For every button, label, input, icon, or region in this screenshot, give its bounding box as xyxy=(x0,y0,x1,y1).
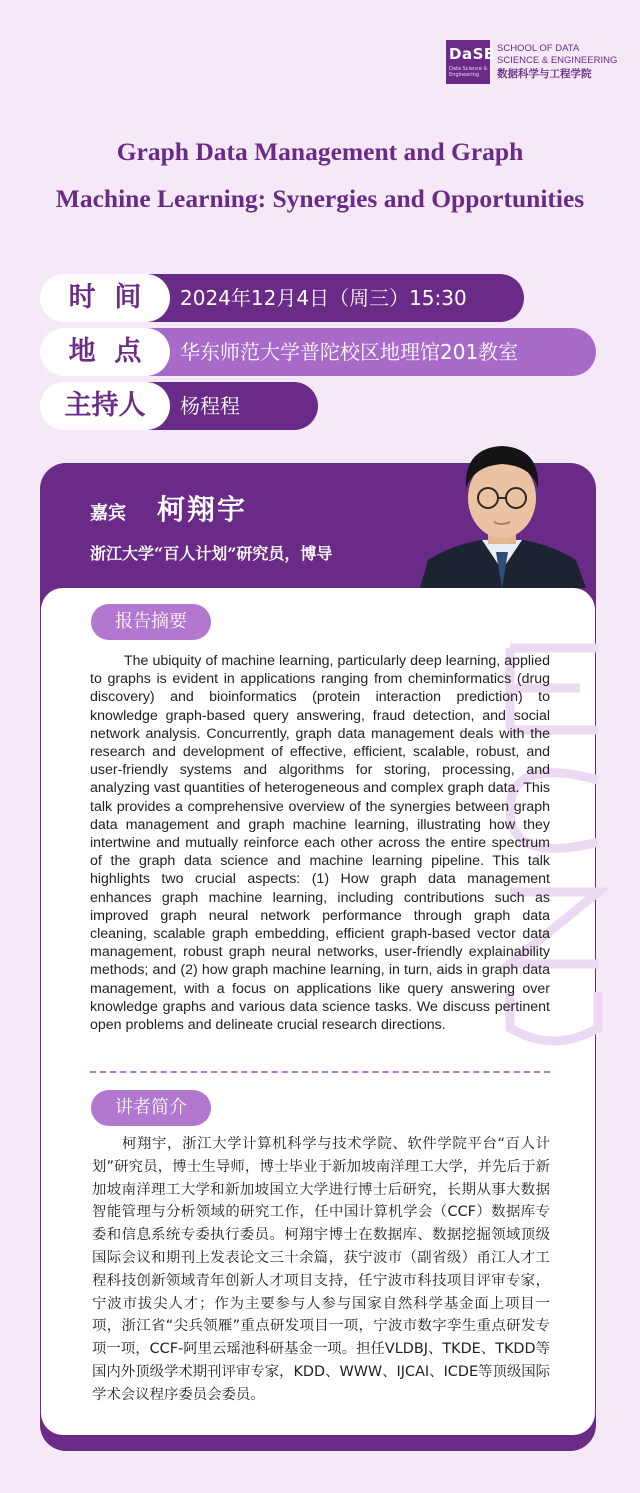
abstract-text: The ubiquity of machine learning, particularly deep learning, applied to graphs is evident in applications ranging from cheminformatics (drug discovery) and bioinformatics (protein interaction prediction) to knowledge graph-based query answering, fraud detection, and social network analysis. Concurrently, graph data management deals with the research and development of effective, efficient, scalable, robust, and user-friendly systems and algorithms for storing, processing, and analyzing vast quantities of heterogeneous and complex graph data. This talk provides a comprehensive overview of the synergies between graph data management and graph machine learning, illustrating how they intertwine and mutually reinforce each other across the entire spectrum of the graph data science and machine learning pipeline. This talk highlights two crucial aspects: (1) How graph data management enhances graph machine learning, including contributions such as improved graph neural network performance through graph data cleaning, scalable graph embedding, efficient graph-based vector data management, robust graph neural networks, user-friendly explainability methods; and (2) how graph machine learning, in turn, aids in graph data management, with a focus on applications like query answering over knowledge graphs and various data science tasks. We discuss pertinent open problems and delineate crucial research directions. xyxy=(90,653,550,1034)
host-label: 主持人 xyxy=(40,382,170,430)
school-name-en-line2: SCIENCE & ENGINEERING xyxy=(497,55,618,66)
logo-sub-text: Data Science & Engineering xyxy=(449,66,488,78)
talk-title-line1: Graph Data Management and Graph xyxy=(116,137,524,166)
dase-logo-mark xyxy=(446,40,495,84)
speaker-photo xyxy=(410,428,594,588)
talk-title xyxy=(0,128,640,222)
host-row xyxy=(40,382,318,430)
time-row xyxy=(40,274,524,322)
place-row xyxy=(40,328,596,376)
guest-name: 柯翔宇 xyxy=(157,493,248,526)
place-label: 地 点 xyxy=(40,328,170,376)
guest-tag: 嘉宾 xyxy=(90,503,126,524)
abstract-tag: 报告摘要 xyxy=(91,604,211,640)
talk-title-line2: Machine Learning: Synergies and Opportunities xyxy=(55,184,585,213)
school-name-cn: 数据科学与工程学院 xyxy=(497,68,592,80)
section-divider xyxy=(90,1071,550,1073)
bio-tag: 讲者简介 xyxy=(91,1090,211,1126)
host-value: 杨程程 xyxy=(100,382,318,430)
time-value: 2024年12月4日（周三）15:30 xyxy=(100,274,524,322)
school-logo xyxy=(446,40,617,84)
bio-text: 柯翔宇，浙江大学计算机科学与技术学院、软件学院平台“百人计划”研究员，博士生导师，博士毕业于新加坡南洋理工大学，并先后于新加坡南洋理工大学和新加坡国立大学进行博士后研究，长期从事大数据智能管理与分析领域的研究工作，任中国计算机学会（CCF）数据库专委和信息系统专委执行委员。柯翔宇博士在数据库、数据挖掘领域顶级国际会议和期刊上发表论文三十余篇，获宁波市（副省级）甬江人才工程科技创新领域青年创新人才项目支持，任宁波市科技项目评审专家，宁波市拔尖人才；作为主要参与人参与国家自然科学基金面上项目一项，浙江省“尖兵领雁”重点研发项目一项，宁波市数字孪生重点研发专项一项，CCF-阿里云瑶池科研基金一项。担任VLDBJ、TKDE、TKDD等国内外顶级学术期刊评审专家，KDD、WWW、IJCAI、ICDE等顶级国际学术会议程序委员会委员。 xyxy=(92,1136,550,1403)
time-label: 时 间 xyxy=(40,274,170,322)
school-name-en-line1: SCHOOL OF DATA xyxy=(497,43,580,54)
logo-mark-text: DaSE xyxy=(449,45,495,63)
guest-title: 浙江大学“百人计划”研究员，博导 xyxy=(90,544,333,563)
place-value: 华东师范大学普陀校区地理馆201教室 xyxy=(100,328,596,376)
